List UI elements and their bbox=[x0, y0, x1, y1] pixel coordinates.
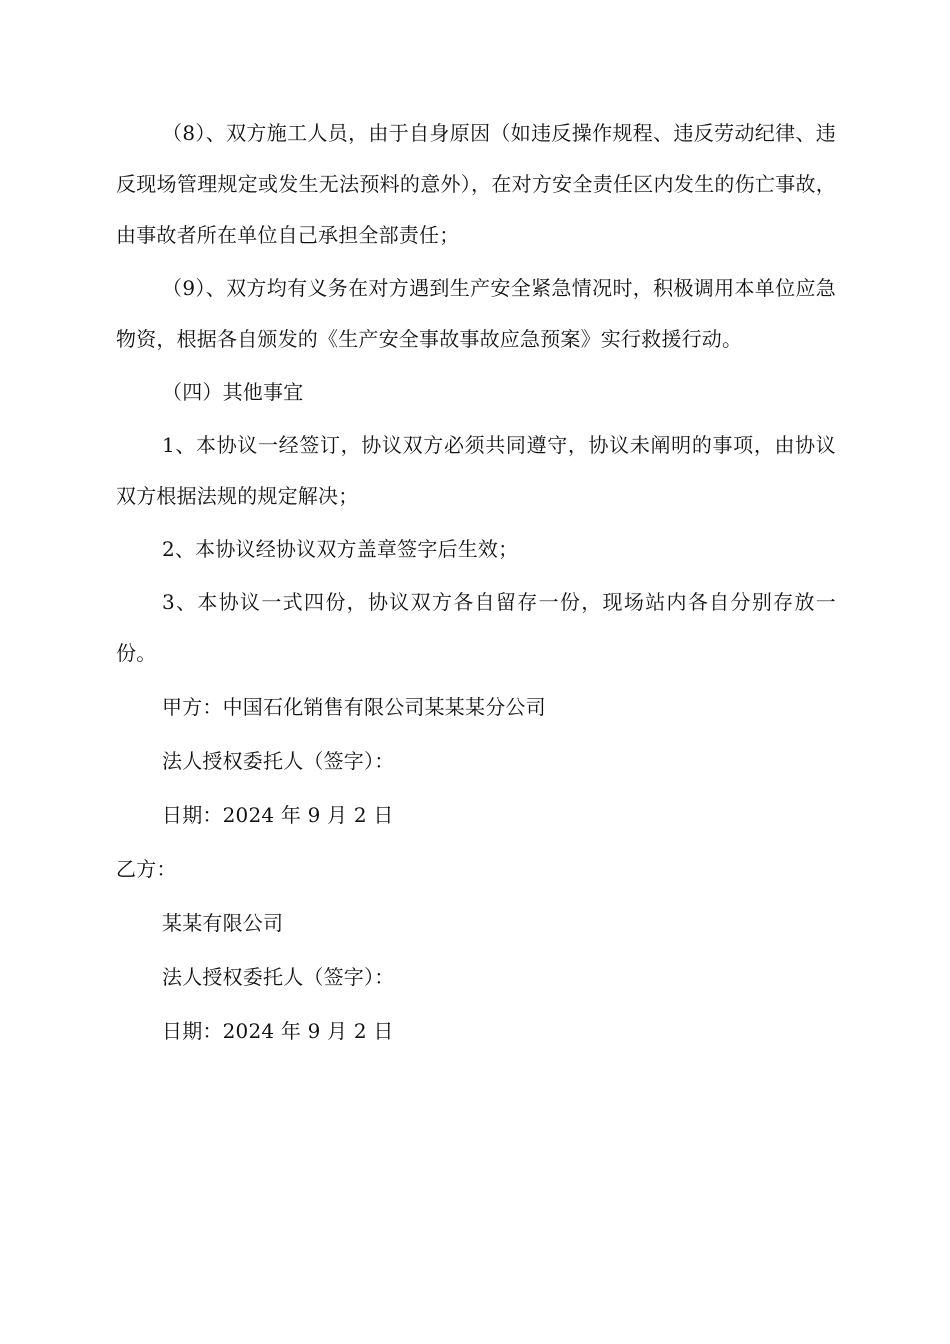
clause-9-paragraph: （9）、双方均有义务在对方遇到生产安全紧急情况时，积极调用本单位应急物资，根据各自颁发的《生产安全事故事故应急预案》实行救援行动。 bbox=[116, 276, 836, 351]
party-a-signer-line: 法人授权委托人（签字）： bbox=[162, 749, 395, 773]
item-1-paragraph: 1、本协议一经签订，协议双方必须共同遵守，协议未阐明的事项，由协议双方根据法规的规定解决； bbox=[116, 433, 836, 508]
item-3-paragraph: 3、本协议一式四份，协议双方各自留存一份，现场站内各自分别存放一份。 bbox=[116, 590, 836, 665]
party-b-company: 某某有限公司 bbox=[162, 911, 284, 935]
party-a-label: 甲方：中国石化销售有限公司某某某分公司 bbox=[162, 695, 546, 719]
document-body bbox=[116, 108, 836, 1057]
item-2-paragraph: 2、本协议经协议双方盖章签字后生效； bbox=[162, 537, 519, 561]
clause-8-paragraph: （8）、双方施工人员，由于自身原因（如违反操作规程、违反劳动纪律、违反现场管理规定或发生无法预料的意外），在对方安全责任区内发生的伤亡事故，由事故者所在单位自己承担全部责任； bbox=[116, 121, 836, 247]
party-b-date: 日期：2024 年 9 月 2 日 bbox=[162, 1019, 394, 1043]
section-4-heading: （四）其他事宜 bbox=[162, 380, 304, 404]
party-a-date: 日期：2024 年 9 月 2 日 bbox=[162, 803, 394, 827]
party-b-label: 乙方： bbox=[116, 857, 177, 881]
party-b-signer-line: 法人授权委托人（签字）： bbox=[162, 965, 395, 989]
